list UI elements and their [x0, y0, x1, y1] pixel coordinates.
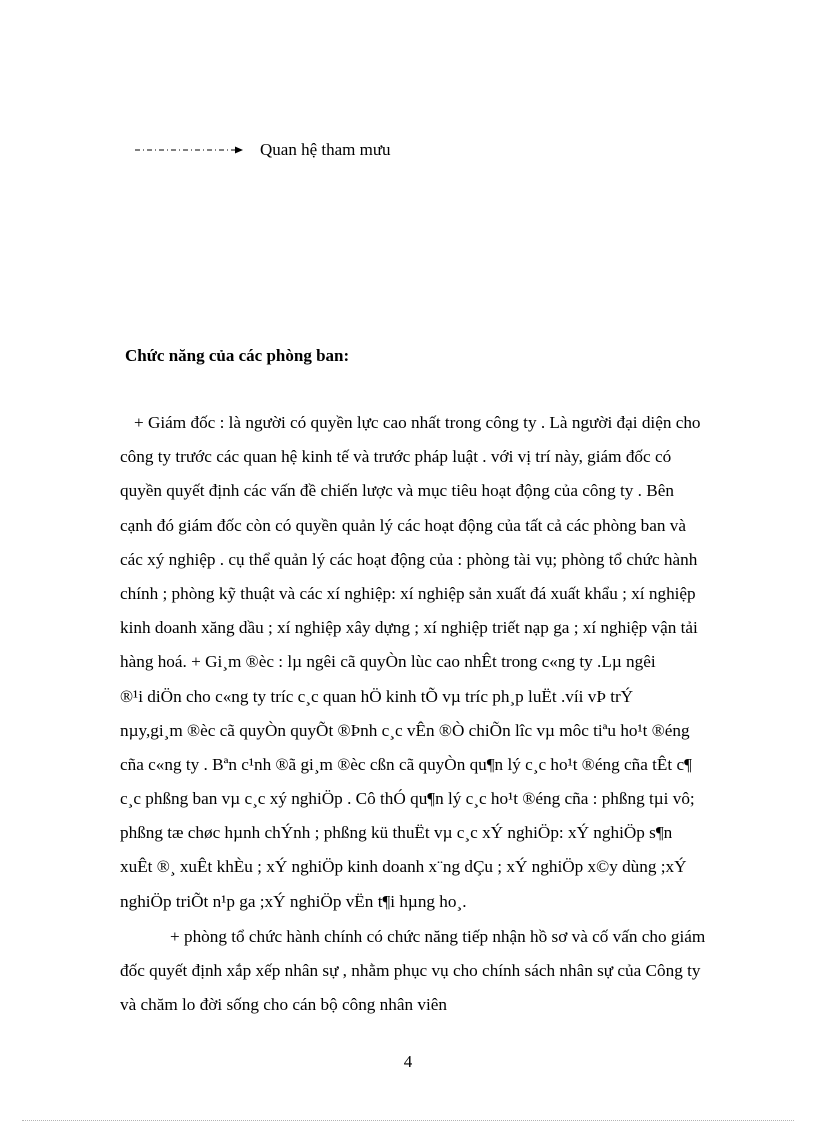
paragraph-line: + phòng tổ chức hành chính có chức năng tiếp nhận hồ sơ và cố vấn cho giám	[170, 927, 706, 946]
page-number: 4	[403, 1052, 413, 1071]
paragraph-line: đốc quyết định xắp xếp nhân sự , nhằm phục vụ cho chính sách nhân sự của Công ty	[120, 961, 701, 981]
paragraph-hr-department	[120, 920, 760, 1023]
page-bottom-border	[22, 1120, 794, 1121]
paragraph-line: và chăm lo đời sống cho cán bộ công nhân viên	[120, 995, 447, 1015]
paragraph-line: xuÊt ®¸ xuÊt khÈu ; xÝ nghiÖp kinh doanh x¨ng dÇu ; xÝ nghiÖp x©y dùng ;xÝ	[120, 857, 687, 877]
paragraph-line: nghiÖp triÕt n¹p ga ;xÝ nghiÖp vËn t¶i hµng ho¸.	[120, 891, 467, 911]
paragraph-line: + Giám đốc : là người có quyền lực cao nhất trong công ty . Là người đại diện cho	[134, 413, 701, 432]
paragraph-line: nµy,gi¸m ®èc cã quyÒn quyÕt ®Þnh c¸c vÊn ®Ò chiÕn lîc vµ môc tiªu ho¹t ®éng	[120, 720, 690, 740]
paragraph-line: chính ; phòng kỹ thuật và các xí nghiệp: xí nghiệp sản xuất đá xuất khẩu ; xí nghiệp	[120, 583, 696, 603]
dash-dot-arrow-icon	[135, 145, 243, 155]
section-heading: Chức năng của các phòng ban:	[125, 346, 350, 365]
paragraph-line: quyền quyết định các vấn đề chiến lược và mục tiêu hoạt động của công ty . Bên	[120, 481, 674, 501]
legend-item	[135, 139, 391, 161]
paragraph-line: c¸c phßng ban vµ c¸c xý nghiÖp . Cô thÓ qu¶n lý c¸c ho¹t ®éng cña : phßng tµi vô;	[120, 789, 695, 809]
paragraph-line: kinh doanh xăng dầu ; xí nghiệp xây dựng ; xí nghiệp triết nạp ga ; xí nghiệp vận tải	[120, 618, 698, 638]
paragraph-director	[120, 406, 760, 919]
paragraph-line: hàng hoá. + Gi¸m ®èc : lµ ngêi cã quyÒn lùc cao nhÊt trong c«ng ty .Lµ ngêi	[120, 652, 656, 672]
paragraph-line: các xý nghiệp . cụ thể quản lý các hoạt động của : phòng tài vụ; phòng tổ chức hành	[120, 549, 698, 569]
paragraph-line: ®¹i diÖn cho c«ng ty tríc c¸c quan hÖ kinh tÕ vµ tríc ph¸p luËt .víi vÞ trÝ	[120, 686, 634, 706]
paragraph-line: phßng tæ chøc hµnh chÝnh ; phßng kü thuËt vµ c¸c xÝ nghiÖp: xÝ nghiÖp s¶n	[120, 823, 673, 843]
paragraph-line: cña c«ng ty . Bªn c¹nh ®ã gi¸m ®èc cßn cã quyÒn qu¶n lý c¸c ho¹t ®éng cña tÊt c¶	[120, 754, 692, 774]
legend-label: Quan hệ tham mưu	[260, 140, 391, 159]
paragraph-line: cạnh đó giám đốc còn có quyền quản lý các hoạt động của tất cả các phòng ban và	[120, 515, 687, 535]
paragraph-line: công ty trước các quan hệ kinh tế và trước pháp luật . với vị trí này, giám đốc có	[120, 447, 672, 467]
